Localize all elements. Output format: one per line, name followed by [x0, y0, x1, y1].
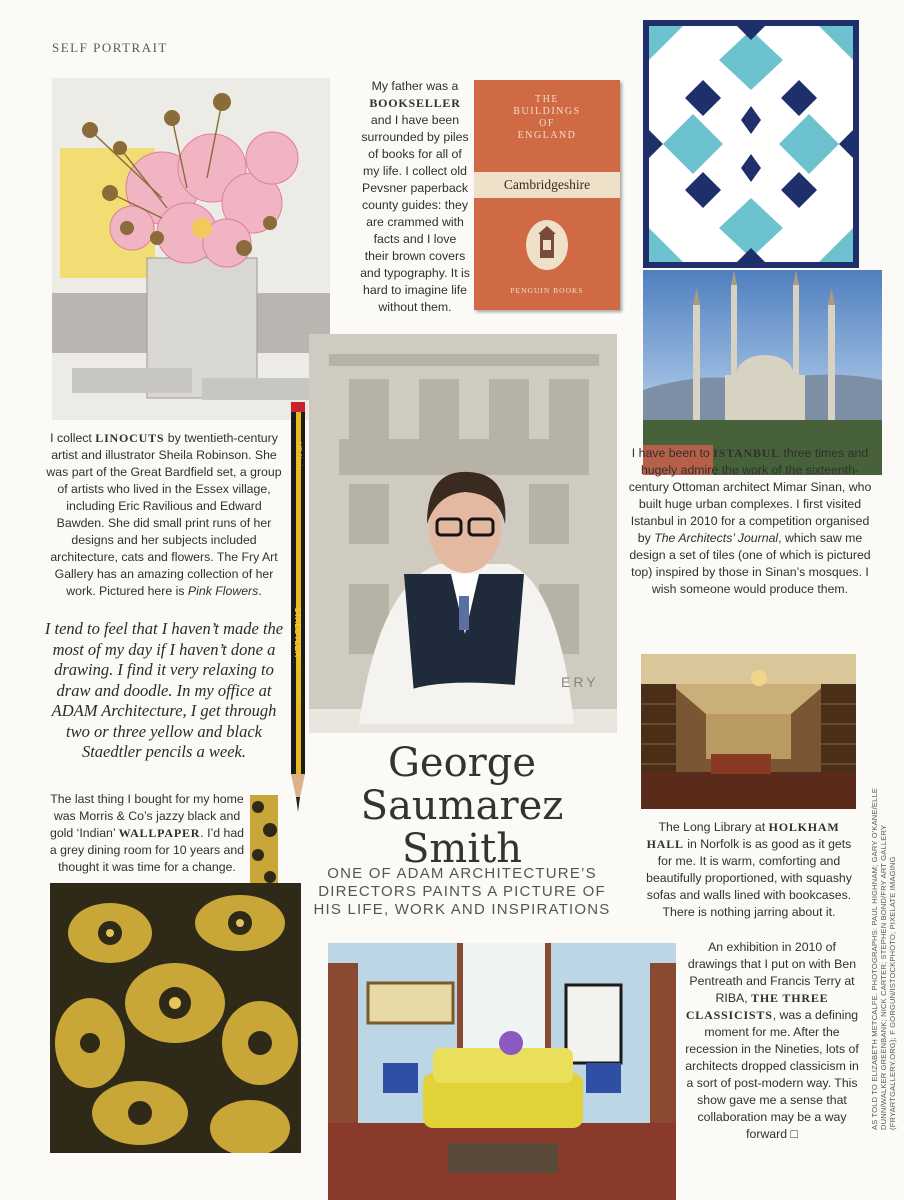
classicists-keyword: THE THREE CLASSICISTS: [685, 991, 829, 1022]
holkham-text-pre: The Long Library at: [658, 820, 766, 834]
book-county: Cambridgeshire: [503, 177, 591, 192]
portrait-sign-text: ERY: [561, 674, 599, 690]
pull-quote: I tend to feel that I haven’t made the most of my day if I haven’t done a drawing. I find it very relaxing to draw and doodle. In my office at ADAM Architecture, I get through two or three yellow and black Staedtler pencils a week.: [44, 619, 284, 761]
headline-middle-name: Saumarez: [360, 783, 564, 829]
end-mark-icon: □: [790, 1127, 798, 1141]
bookseller-text: and I have been surrounded by piles of books for all of my life. I collect old Pevsner paperback county guides: they are crammed with facts and I love their brown covers and typography. It is hard to imagine life without them.: [360, 113, 470, 314]
headline-name: [320, 742, 604, 871]
linocuts-text: by twentieth-century artist and illustrator Sheila Robinson. She was part of the Great Bardfield set, a group of artists who lived in the Essex village, including Eric Ravilious and Edward Bawden. She did small print runs of her designs and her subjects included architecture, cats and flowers. The Fry Art Gallery has an amazing collection of her work. Pictured here is: [46, 431, 282, 598]
istanbul-text: three times and hugely admire the work of the sixteenth-century Ottoman architect Mimar Sinan, who built huge urban complexes. I first visited Istanbul in 2010 for a competition organised by: [628, 446, 872, 545]
istanbul-text-end: , which saw me design a set of tiles (one of which is pictured top) inspired by those in Sinan’s mosques. I wish someone would produce them.: [629, 531, 871, 596]
linocuts-keyword: LINOCUTS: [95, 431, 165, 445]
istanbul-caption: [628, 445, 872, 598]
bookseller-keyword: BOOKSELLER: [369, 96, 461, 110]
wallpaper-text-pre: The last thing I bought for my home was Morris & Co’s jazzy black and gold ‘Indian’: [49, 792, 244, 840]
book-title-line: THE: [535, 94, 559, 105]
pencil-brand: STAEDTLER: [293, 606, 303, 658]
wallpaper-text: . I’d had a grey dining room for 10 years and thought it was time for a change.: [49, 826, 245, 874]
linocuts-text-pre: I collect: [50, 431, 92, 445]
istanbul-keyword: ISTANBUL: [713, 446, 781, 460]
book-title-line: BUILDINGS: [513, 106, 581, 117]
wallpaper-keyword: WALLPAPER: [118, 826, 201, 840]
holkham-caption: [643, 819, 855, 921]
standfirst: ONE OF ADAM ARCHITECTURE’S DIRECTORS PAINTS A PICTURE OF HIS LIFE, WORK AND INSPIRATIONS: [313, 865, 611, 918]
pevsner-book-cover: [474, 80, 620, 310]
holkham-keyword: HOLKHAM HALL: [646, 820, 840, 851]
wallpaper-sample-strip: [250, 795, 278, 885]
wallpaper-image: [50, 883, 301, 1153]
section-label: SELF PORTRAIT: [52, 40, 168, 55]
holkham-text: in Norfolk is as good as it gets for me. It is warm, comforting and beautifully proportioned, with squashy sofas and walls lined with bookcases. There is nothing jarring about it.: [646, 837, 852, 919]
book-title-line: ENGLAND: [517, 130, 577, 141]
book-publisher: PENGUIN BOOKS: [510, 286, 584, 295]
headline-last-name: Smith: [402, 826, 522, 872]
classicists-caption: [683, 939, 861, 1143]
pencil-made-in: MADE IN GERMANY: [295, 651, 301, 705]
staedtler-pencil-image: [288, 402, 308, 814]
linocuts-caption: [44, 430, 284, 600]
pencil-grade: HB: [295, 441, 302, 452]
penguin-logo-icon: [526, 220, 568, 270]
linocut-pink-flowers-image: [52, 78, 330, 420]
linocuts-end: .: [258, 584, 262, 598]
headline-first-name: George: [387, 740, 537, 786]
linocuts-title: Pink Flowers: [187, 584, 259, 598]
bookseller-text-pre: My father was a: [371, 79, 459, 93]
pencil-model: Noris: [295, 453, 302, 471]
living-room-image: [328, 943, 676, 1200]
istanbul-text-pre: I have been to: [631, 446, 710, 460]
classicists-text-pre: An exhibition in 2010 of drawings that I put on with Ben Pentreath and Francis Terry at RIBA,: [687, 940, 857, 1005]
book-title-line: OF: [539, 118, 555, 129]
bookseller-caption: [360, 78, 470, 316]
wallpaper-caption: [48, 791, 246, 876]
holkham-hall-library-image: [641, 654, 856, 809]
classicists-text: , was a defining moment for me. After the recession in the Nineties, lots of architects dropped classicism in a sort of post-modern way. This show gave me a sense that collaboration may be a way forward: [685, 1008, 859, 1141]
portrait-photo: [309, 334, 617, 733]
tile-design-image: [643, 20, 859, 268]
istanbul-journal: The Architects’ Journal: [654, 531, 779, 545]
photo-credits: AS TOLD TO ELIZABETH METCALFE. PHOTOGRAPHS: PAUL HIGHNAM; GARY O'KANE/ELLE DUNN/WALKER GREENBANK; NICK CARTER; STEPHEN BOND/FRY ART GALLERY (FRYARTGALLERY.ORG); F GORGUN/ISTOCKPHOTO; PIXELATE IMAGING: [870, 787, 897, 1130]
